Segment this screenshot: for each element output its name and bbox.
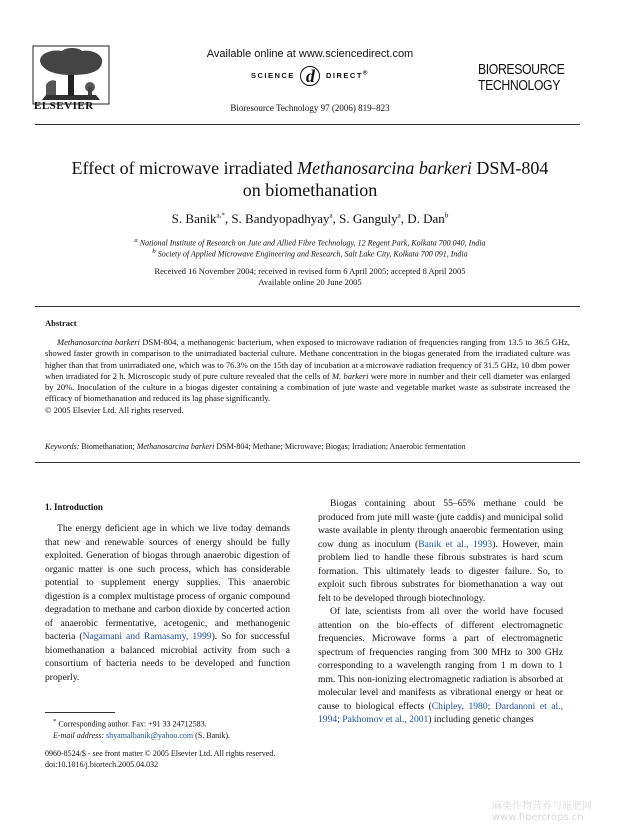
right-p1-text: Biogas containing about 55–65% methane could be produced from jute mill waste (jute caddis) and municipal solid waste available in plenty through anaerobic fermentation using cow dung as inoculum ( bbox=[318, 498, 563, 550]
right-p2-text: Of late, scientists from all over the world have focused attention on the bio-effects of different electromagnetic frequencies. Microwave forms a part of electromagnetic spectrum of frequencies ranging from 300 MHz to 300 GHz corresponding to a wavelength ranging from 1 m down to 1 mm. This non-ionizing electromagnetic radiation is absorbed at molecular level and manifests as vibrational energy or heat or cause to biological effects ( bbox=[318, 606, 563, 712]
sd-right: DIRECT bbox=[326, 70, 363, 80]
author: S. Ganguly bbox=[339, 211, 398, 226]
issn-block bbox=[45, 748, 275, 770]
abstract-text-1: DSM-804, a methanogenic bacterium, when exposed to microwave radiation of frequencies ranging from 13.5 to 36.5 GHz, showed faster growth in comparison to the unirradiated bacterial culture. Methane concentration in the biogas generated from the irradiated culture was higher than that from unirradiated one, which was to 76.3% on the 15th day of incubation at a microwave radiation frequency of 31.5 GHz, 10 dbm power when irradiated for 2 h. Microscopic study of pure culture revealed that the cells of bbox=[45, 337, 570, 381]
abstract-text-2: were more in number and their cell diameter was enlarged by 20%. Inoculation of the culture in a biogas digester containing a combination of jute waste and vegetable market waste as substrate increased the efficacy of biomethanation and reduced its lag phase significantly. bbox=[45, 370, 571, 404]
intro-p1-text: The energy deficient age in which we live today demands that new and renewable sources of energy should be fully exploited. Generation of biogas through anaerobic digestion of organic matter is one such process, which has considerable potential to supplement energy supplies. This anaerobic digestion is a complex multistage process of organic compound degradation to methane and carbon dioxide by concerted action of anaerobic fermentative, acetogenic, and methanogenic bacteria ( bbox=[45, 523, 290, 642]
author-sup: a bbox=[329, 211, 333, 220]
affil-text: Society of Applied Microwave Engineering and Research, Salt Lake City, Kolkata 700 091, India bbox=[157, 249, 468, 259]
right-paragraph-2 bbox=[318, 605, 563, 727]
left-column bbox=[45, 522, 290, 684]
corresponding-footnote bbox=[45, 712, 290, 741]
title-line-2: on biomethanation bbox=[242, 180, 378, 200]
title-species: Methanosarcina barkeri bbox=[297, 158, 472, 178]
email-label: E-mail address: bbox=[53, 730, 105, 740]
citation-link[interactable]: Nagamani and Ramasamy, 1999 bbox=[82, 631, 212, 642]
article-title bbox=[0, 157, 620, 201]
sd-circle-mark: d bbox=[300, 66, 320, 86]
sd-left: SCIENCE bbox=[250, 70, 295, 80]
keywords bbox=[45, 442, 570, 451]
issn-line: 0960-8524/$ - see front matter © 2005 Elsevier Ltd. All rights reserved. bbox=[45, 749, 276, 758]
abstract-heading: Abstract bbox=[45, 318, 77, 328]
keywords-label: Keywords: bbox=[45, 442, 80, 451]
author-sup: a,* bbox=[216, 211, 225, 220]
keywords-post: DSM-804; Methane; Microwave; Biogas; Irradiation; Anaerobic fermentation bbox=[214, 442, 466, 451]
author: S. Bandyopadhyay bbox=[231, 211, 330, 226]
section-heading-introduction: 1. Introduction bbox=[45, 502, 103, 512]
abstract-copyright: © 2005 Elsevier Ltd. All rights reserved. bbox=[45, 404, 184, 415]
intro-p1-end: ). So for successful biomethanation a balanced microbial activity from such a consortium of bacteria needs to be developed and function properly. bbox=[45, 631, 290, 683]
author-sup: b bbox=[444, 211, 449, 220]
right-column bbox=[318, 497, 563, 727]
affiliation-a bbox=[0, 237, 620, 248]
citation-sep: ; bbox=[337, 714, 343, 725]
citation-link[interactable]: Pakhomov et al., 2001 bbox=[342, 714, 429, 725]
affiliation-b bbox=[0, 248, 620, 259]
doi-line: doi:10.1016/j.biortech.2005.04.032 bbox=[45, 760, 159, 769]
affil-mark: a bbox=[134, 237, 138, 244]
author-sup: a bbox=[397, 211, 401, 220]
journal-brand-logo bbox=[478, 61, 565, 94]
abstract-mid-italic: M. barkeri bbox=[331, 370, 369, 381]
publisher-wordmark: ELSEVIER bbox=[34, 100, 94, 112]
right-p1-end: ). However, main problem lied to handle these fibrous substrates is hard scum formation. This ultimately leads to digester failure. So, to exploit such fibrous substrates for biomethanation a way out felt to be developed through biotechnology. bbox=[318, 538, 563, 604]
author: S. Banik bbox=[171, 211, 217, 226]
citation-link[interactable]: Dardanoni et al., 1994 bbox=[318, 700, 563, 725]
footnote-email bbox=[45, 730, 290, 741]
abstract-body bbox=[45, 337, 570, 416]
available-online-date: Available online 20 June 2005 bbox=[258, 277, 362, 287]
title-suffix: DSM-804 bbox=[476, 158, 549, 178]
site-watermark: 麻类作物营养与施肥网 www.fibercrops.cn bbox=[492, 801, 592, 823]
affil-mark: b bbox=[152, 248, 156, 255]
abstract-lead-italic: Methanosarcina barkeri bbox=[57, 337, 140, 347]
header-rule bbox=[35, 124, 580, 125]
author: D. Dan bbox=[407, 211, 445, 226]
right-p2-end: ) including genetic changes bbox=[428, 714, 534, 725]
footnote-corresponding-text: Corresponding author. Fax: +91 33 24712583. bbox=[56, 719, 207, 729]
footnote-rule bbox=[45, 712, 115, 713]
title-prefix: Effect of microwave irradiated bbox=[71, 158, 293, 178]
abstract-top-rule bbox=[35, 306, 580, 307]
available-online-link[interactable]: Available online at www.sciencedirect.com bbox=[206, 48, 414, 60]
intro-paragraph-1 bbox=[45, 522, 290, 684]
email-link[interactable]: shyamalbanik@yahoo.com bbox=[106, 730, 194, 740]
keywords-italic: Methanosarcina barkeri bbox=[136, 442, 215, 451]
email-after: (S. Banik). bbox=[193, 730, 231, 740]
citation-sep: ; bbox=[487, 700, 495, 712]
sd-registered: ® bbox=[362, 69, 370, 77]
received-dates: Received 16 November 2004; received in revised form 6 April 2005; accepted 8 April 2005 bbox=[154, 266, 466, 276]
brand-line-1: BIORESOURCE bbox=[478, 61, 565, 78]
right-paragraph-1 bbox=[318, 497, 563, 605]
abstract-bottom-rule bbox=[35, 462, 580, 463]
citation-link[interactable]: Banik et al., 1993 bbox=[418, 538, 493, 550]
author-list: S. Banik$^{a,*}$, S. Bandyopadhyay$^a$, S. Ganguly$^a$, D. Dan$^b$ bbox=[171, 211, 449, 226]
affil-text: National Institute of Research on Jute and Allied Fibre Technology, 12 Regent Park, Kolkata 700 040, India bbox=[139, 238, 486, 248]
citation-link[interactable]: Chipley, 1980 bbox=[431, 700, 488, 712]
brand-line-2: TECHNOLOGY bbox=[478, 77, 561, 94]
journal-reference: Bioresource Technology 97 (2006) 819–823 bbox=[230, 103, 390, 113]
footnote-corresponding bbox=[45, 716, 290, 730]
keywords-pre: Biomethanation; bbox=[79, 442, 137, 451]
footnote-mark: * bbox=[53, 718, 57, 725]
